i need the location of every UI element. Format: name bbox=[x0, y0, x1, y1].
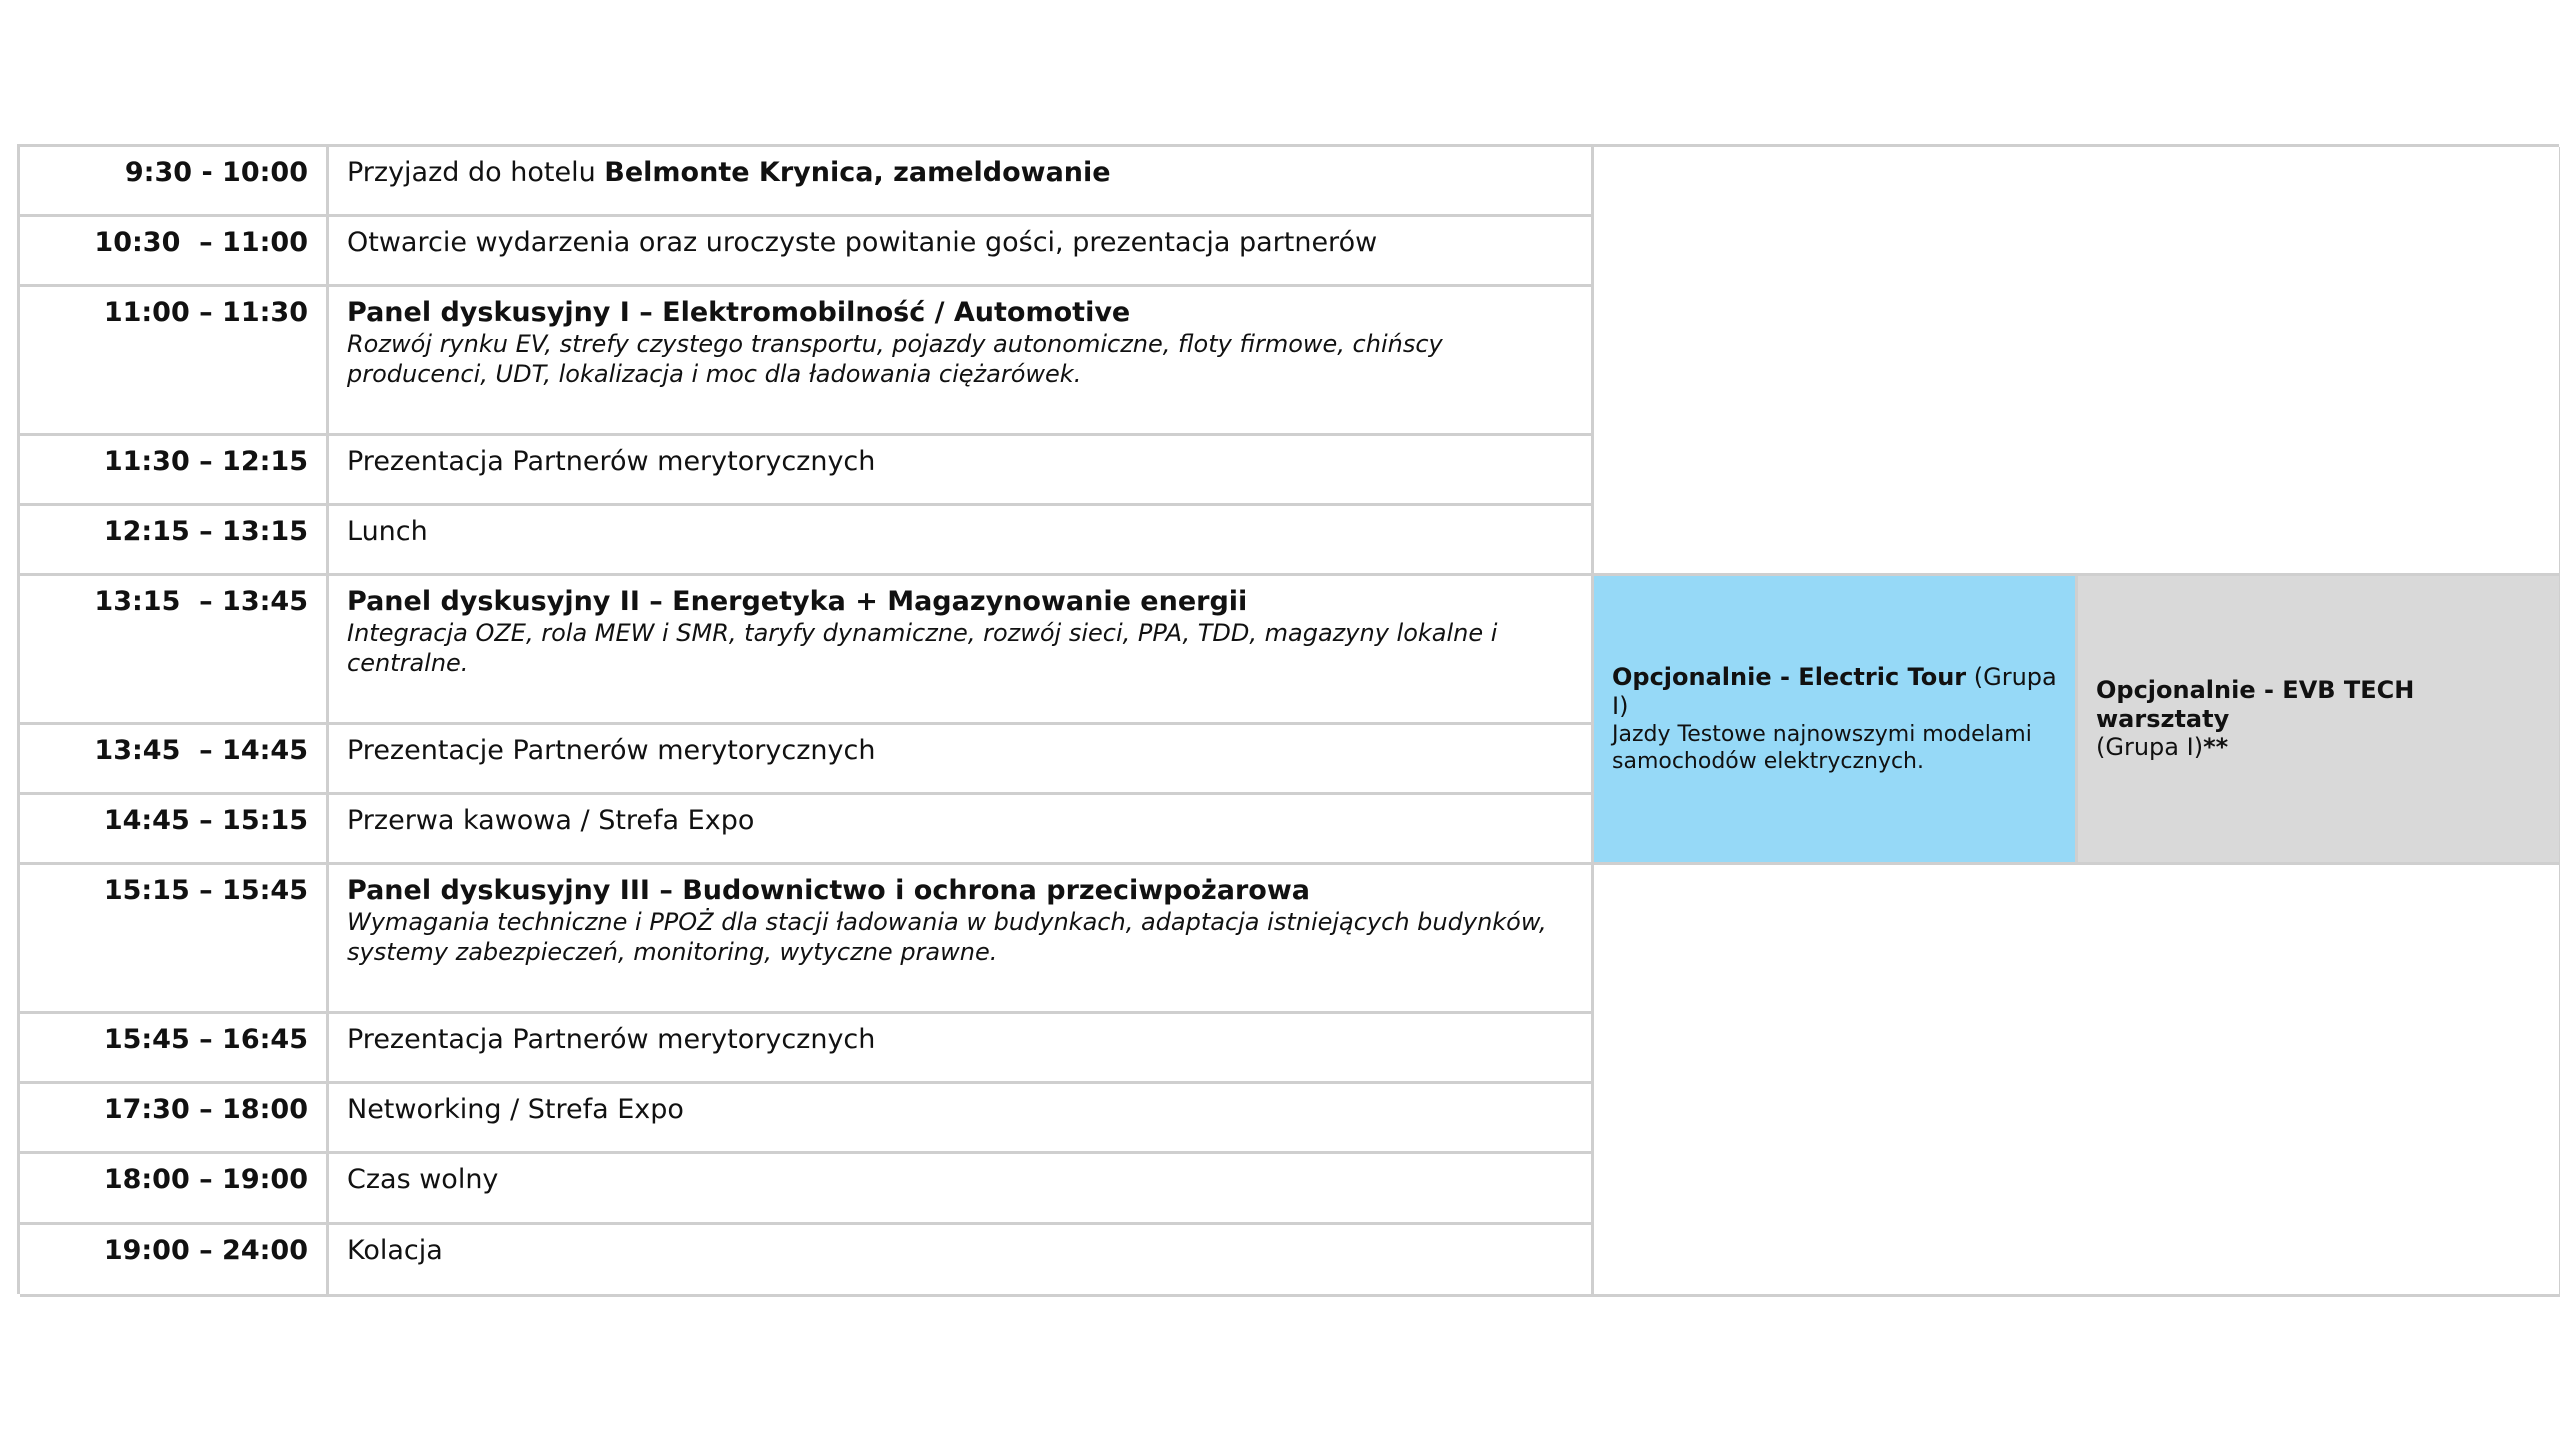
agenda-text: Przyjazd do hotelu bbox=[347, 157, 605, 188]
agenda-item bbox=[329, 1084, 1594, 1154]
electric-tour-block bbox=[1594, 576, 2078, 865]
panel-title: Panel dyskusyjny II – Energetyka + Magazynowanie energii bbox=[347, 586, 1248, 617]
agenda-item bbox=[329, 725, 1594, 795]
agenda-item bbox=[329, 1014, 1594, 1084]
panel-title: Panel dyskusyjny III – Budownictwo i ochrona przeciwpożarowa bbox=[347, 875, 1310, 906]
schedule-table bbox=[17, 144, 2559, 1294]
time-cell: 11:30 – 12:15 bbox=[20, 436, 329, 506]
agenda-item bbox=[329, 287, 1594, 436]
agenda-text: Prezentacja Partnerów merytorycznych bbox=[347, 446, 876, 477]
time-cell: 10:30 – 11:00 bbox=[20, 217, 329, 287]
agenda-text: Prezentacja Partnerów merytorycznych bbox=[347, 1024, 876, 1055]
agenda-item bbox=[329, 1225, 1594, 1297]
agenda-item bbox=[329, 506, 1594, 576]
electric-tour-title: Opcjonalnie - Electric Tour bbox=[1612, 662, 1967, 691]
panel-description: Rozwój rynku EV, strefy czystego transportu, pojazdy autonomiczne, floty firmowe, chińscy producenci, UDT, lokalizacja i moc dla ładowania ciężarówek. bbox=[347, 330, 1443, 388]
time-cell: 9:30 - 10:00 bbox=[20, 147, 329, 217]
agenda-item bbox=[329, 795, 1594, 865]
time-cell: 19:00 – 24:00 bbox=[20, 1225, 329, 1297]
electric-tour-description: Jazdy Testowe najnowszymi modelami samochodów elektrycznych. bbox=[1612, 722, 2032, 774]
time-cell: 13:15 – 13:45 bbox=[20, 576, 329, 725]
agenda-item bbox=[329, 436, 1594, 506]
evb-tech-title: Opcjonalnie - EVB TECH warsztaty bbox=[2096, 675, 2415, 733]
panel-description: Integracja OZE, rola MEW i SMR, taryfy dynamiczne, rozwój sieci, PPA, TDD, magazyny lokalne i centralne. bbox=[347, 619, 1498, 677]
agenda-bold-text: Belmonte Krynica, zameldowanie bbox=[604, 157, 1111, 188]
agenda-text: Przerwa kawowa / Strefa Expo bbox=[347, 805, 755, 836]
agenda-item bbox=[329, 865, 1594, 1014]
evb-tech-block bbox=[2078, 576, 2560, 865]
side-empty-bottom bbox=[1594, 865, 2560, 1297]
time-cell: 13:45 – 14:45 bbox=[20, 725, 329, 795]
agenda-item bbox=[329, 147, 1594, 217]
panel-description: Wymagania techniczne i PPOŻ dla stacji ładowania w budynkach, adaptacja istniejących budynków, systemy zabezpieczeń, monitoring, wytyczne prawne. bbox=[347, 908, 1547, 966]
time-cell: 11:00 – 11:30 bbox=[20, 287, 329, 436]
electric-tour-group: (Grupa I) bbox=[1612, 662, 2057, 720]
evb-tech-footnote-mark: ** bbox=[2203, 733, 2229, 762]
agenda-text: Lunch bbox=[347, 516, 428, 547]
time-cell: 15:15 – 15:45 bbox=[20, 865, 329, 1014]
agenda-text: Czas wolny bbox=[347, 1164, 499, 1195]
agenda-text: Kolacja bbox=[347, 1235, 443, 1266]
time-cell: 17:30 – 18:00 bbox=[20, 1084, 329, 1154]
agenda-item bbox=[329, 1154, 1594, 1225]
agenda-item bbox=[329, 576, 1594, 725]
side-empty-top bbox=[1594, 147, 2560, 576]
agenda-text: Otwarcie wydarzenia oraz uroczyste powitanie gości, prezentacja partnerów bbox=[347, 227, 1378, 258]
time-cell: 15:45 – 16:45 bbox=[20, 1014, 329, 1084]
evb-tech-group: (Grupa I) bbox=[2096, 733, 2204, 762]
time-cell: 18:00 – 19:00 bbox=[20, 1154, 329, 1225]
agenda-text: Prezentacje Partnerów merytorycznych bbox=[347, 735, 876, 766]
agenda-item bbox=[329, 217, 1594, 287]
panel-title: Panel dyskusyjny I – Elektromobilność / Automotive bbox=[347, 297, 1131, 328]
time-cell: 12:15 – 13:15 bbox=[20, 506, 329, 576]
agenda-text: Networking / Strefa Expo bbox=[347, 1094, 684, 1125]
time-cell: 14:45 – 15:15 bbox=[20, 795, 329, 865]
